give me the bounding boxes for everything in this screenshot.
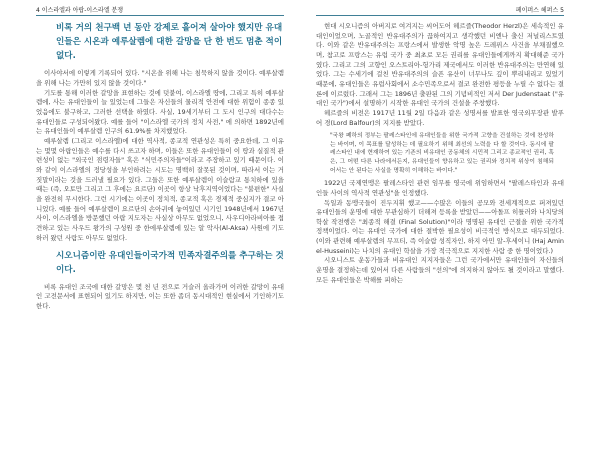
body-paragraph: 예루살렘 (그리고 이스라엘)에 대한 역사적, 종교적 연관성은 특히 중요한데, 그 이유는 몇몇 아랍인들은 예수를 다시 쓰고자 하며, 이들은 또한 유대인들이 이 땅과 실질적 관련성이 없는 "외국인 점령자들" 혹은 "식민주의자들"이라고 주장하고 있기 때문이다. 이와 같이 이스라엘의 정당성을 부인하려는 시도는 명백히 잘못된 것이며, 따라서 이는 거짓말이라는 것을 드러낼 필요가 있다. 그들은 또한 예루살렘이 이슬람교 통치하에 있을 때는 (즉, 오토만 그리고 그 후에는 요르단) 이곳이 항상 낙후지역이었다는 "불편한" 사실을 완전히 무시한다. 그런 시기에는 이곳이 정치적, 종교적 혹은 경제적 중심지가 결코 아니었다. 예를 들어 예루살렘이 요르단의 손아귀에 놓여있던 시기인 1948년에서 1967년 사이, 이스라엘을 방문했던 아랍 지도자는 사실상 아무도 없었으니, 사우디아라비아를 접견하고 있는 사우드 왕가의 구성원 중 한에루살렘에 있는 알 악사(Al-Aksa) 사원에 기도하러 왔던 사람도 아무도 없었다. <box>36 136 284 242</box>
body-paragraph: 이사야서에 이렇게 기록되어 있다. "시온을 위해 나는 침묵하지 않을 것이다. 예루살렘을 위해 나는 가만히 있지 않을 것이다." <box>36 69 284 88</box>
running-header-left: 4 이스라엘과 아랍-이스라엘 분쟁 <box>36 7 124 14</box>
right-page-column <box>316 22 564 285</box>
body-paragraph: 시오니스트 운동가들과 비유대인 지지자들은 그런 국가에서만 유대인들이 자신들의 운명을 결정하는데 있어서 다른 사람들의 "선의"에 의지하지 않아도 될 것이라고 말했다. 모든 유대인들은 박해를 피하는 <box>316 256 564 284</box>
body-paragraph: 현대 시오니즘의 아버지로 여겨지는 씨어도어 헤르즐(Theodor Herzl)은 세속적인 유대인이었으며, 노골적인 반유대주의가 끊하여지고 생각했던 비엔나 출신 저널리스트였다. 이와 같은 반유대주의는 프랑스에서 발생한 악명 높은 드레퓌스 사건을 부채질했으며, 참고로 프랑스는 유럽 국가 중 최초로 모든 권리를 유대인들에게까지 확대해준 국가였다. 그리고 그의 고향인 오스트리아-헝가리 제국에서도 이러한 반유대주의는 만연해 있었다. 그는 수세기에 걸친 반유대주의의 슬픈 유산이 너무나도 깊이 뿌리내리고 있었기 때문에, 유대인들은 유럽사회에서 소수민족으로서 결코 완전한 평등을 누릴 수 없다는 결론에 이르렀다. 그래서 그는 1896년 출판된 그의 기념비적인 저서 Der Judenstaat ("유대인 국가")에서 설명하기 시작한 유대인 국가의 건설을 주창했다. <box>316 22 564 108</box>
running-header-right: 페이퍼스 헤퍼스 5 <box>515 7 564 14</box>
body-paragraph: 헤르즐의 비전은 1917년 11월 2일 다음과 같은 성명서를 발표한 영국외무장관 발푸어 경(Lord Balfour)의 지지를 받았다. <box>316 108 564 127</box>
body-paragraph: 독일과 동맹국들이 진두지휘 했고——수많은 이들의 공모와 전세계적으로 퍼져있던 유대인들의 운명에 대한 무관심하기 더해져 등록을 받았던——아돌프 히틀러와 나치당의 학살 작전행은 "최종적 해결 (Final Solution)"이라 명명된 유대인 근절을 위한 국가적 정책이었다. 이는 유대인 국가에 대한 절박한 필요성이 비극적인 방식으로 대두되었다. (이와 관련해 예루살렘의 무프티, 즉 이슬람 성직자인, 하지 아민 알-후세이니 (Haj Amin el-Husseini)는 나치의 유대인 학살을 가장 적극적으로 지지한 사람 중 한 명이었다.) <box>316 198 564 255</box>
section-heading-zionism: 시오니즘이란 유대인들이국가적 민족자결주의를 추구하는 것이다. <box>56 251 284 275</box>
header-rule-right <box>316 15 564 16</box>
body-paragraph: 기도를 통해 이러한 갈망을 표현하는 것에 덧붙여, 이스라엘 땅에, 그리고 특히 예루살렘에, 사는 유대인들이 늘 있었는데 그들은 자신들의 물리적 안전에 대한 위험이 종종 있었음에도 불구하고, 그러한 선택을 하였다. 사실, 19세기부터 그 도시 인구의 대다수는 유대인들로 구성되어왔다. 예를 들어 "이스라엘 국가의 정치 사전," 에 의하면 1892년에는 유대인들이 예루살렘 인구의 61.9%를 차지했었다. <box>36 88 284 136</box>
body-paragraph: 비록 유대인 조국에 대한 갈망은 몇 천 년 전으로 거슬러 올라가며 이러한 갈망이 유대인 고전문서에 표현되어 있기도 하지만, 이는 또한 좀더 동시대적인 현실에서 기인하기도 한다. <box>36 282 284 311</box>
left-page-column <box>36 22 284 312</box>
balfour-declaration-quote: "국왕 폐하의 정부는 팔레스타인에 유대인들을 위한 국가적 고향을 건설하는 것에 찬성하는 바이며, 이 목표를 달성하는 데 필요하기 위해 최선의 노력을 다 할 것이다. 동시에 팔레스타인 내에 현재하여 있는 기존의 비유대인 공동체의 시민적 그리고 종교적인 권리, 혹은, 그 어떤 다른 나라에서든지, 유대인들이 향유하고 있는 권리와 정치적 위상이 침해되어서는 안 된다는 사실을 명확히 이해하는 바이다." <box>330 133 554 174</box>
pull-quote-heading: 비록 거의 천구백 년 동안 강제로 흩어져 살아야 했지만 유대인들은 시온과 예루살렘에 대한 갈망을 단 한 번도 멈춘 적이 없다. <box>56 23 283 61</box>
body-paragraph: 1922년 국제연맹은 팔레스타인 관련 임무를 영국에 위임하면서 "팔레스타인과 유대인들 사이의 역사적 연관성"을 인정했다. <box>316 179 564 197</box>
header-rule-left <box>36 15 284 16</box>
